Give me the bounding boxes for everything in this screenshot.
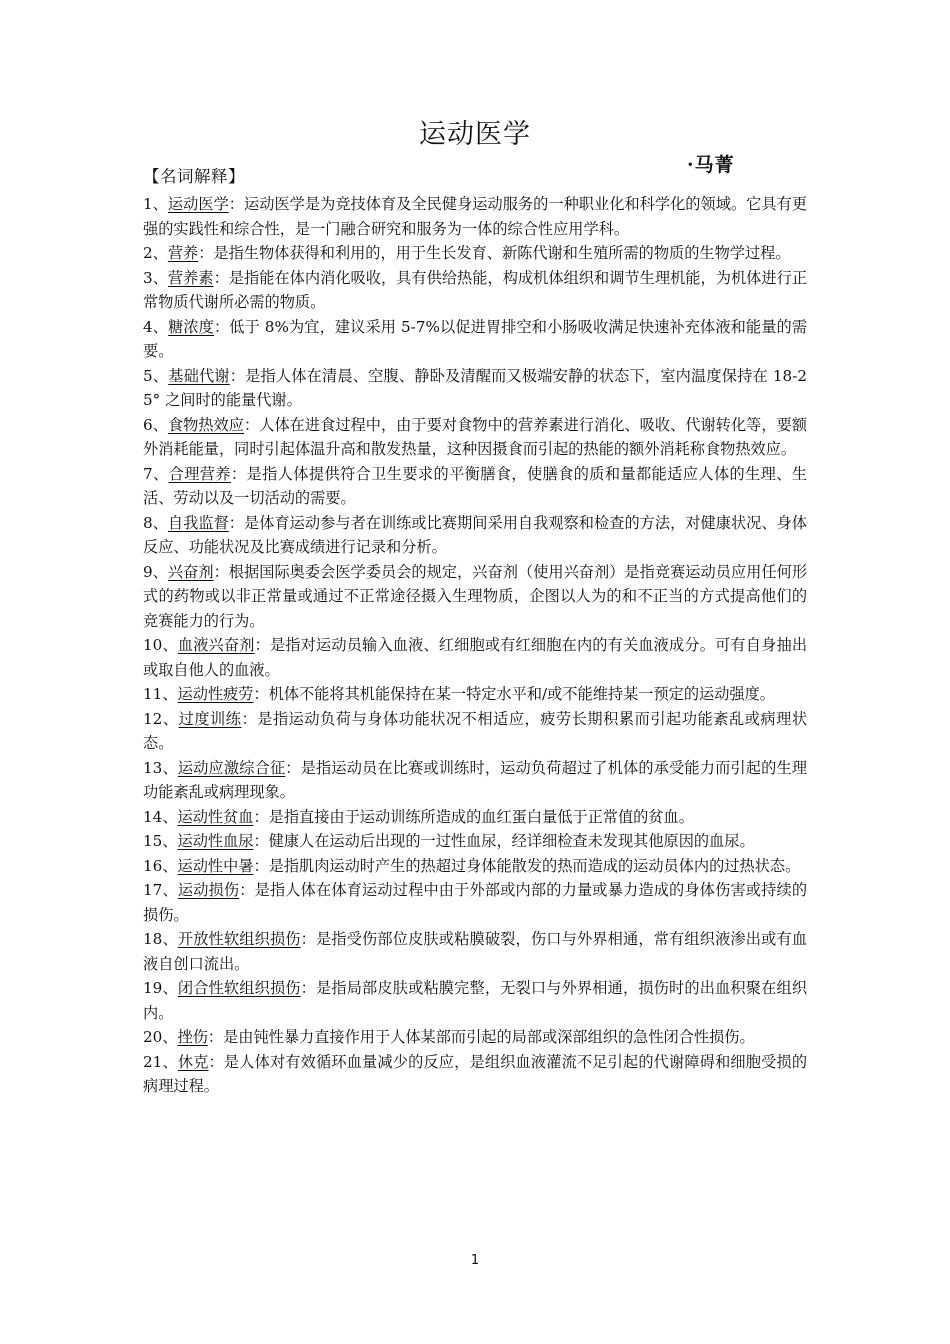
term-definition: 运动医学是为竞技体育及全民健身运动服务的一种职业化和科学化的领域。它具有更强的实践性和综合性，是一门融合研究和服务为一体的综合性应用学科。 <box>143 195 808 238</box>
term-separator: ： <box>229 366 246 385</box>
term-name: 基础代谢 <box>168 366 230 385</box>
term-entry <box>143 976 807 1025</box>
term-name: 运动应激综合征 <box>177 758 286 777</box>
term-definition: 根据国际奥委会医学委员会的规定，兴奋剂（使用兴奋剂）是指竞赛运动员应用任何形式的药物或以非正常量或通过不正常途径摄入生理物质，企图以人为的和不正当的方式提高他们的竞赛能力的行为。 <box>143 562 808 630</box>
term-definition: 是指运动负荷与身体功能状况不相适应，疲劳长期积累而引起功能紊乱或病理状态。 <box>143 709 808 752</box>
page-number: 1 <box>470 1253 480 1268</box>
term-name: 休克 <box>177 1052 209 1071</box>
term-entry <box>143 560 807 634</box>
term-name: 营养素 <box>167 268 214 287</box>
term-number: 15、 <box>143 832 178 850</box>
term-entry <box>143 413 807 462</box>
term-definition: 是指受伤部位皮肤或粘膜破裂，伤口与外界相通，常有组织液渗出或有血液自创口流出。 <box>143 930 808 973</box>
term-entry <box>143 192 807 241</box>
term-definition: 低于 8%为宜，建议采用 5-7%以促进胃排空和小肠吸收满足快速补充体液和能量的需要。 <box>143 317 808 360</box>
term-number: 20、 <box>143 1028 178 1046</box>
term-separator: ： <box>208 1052 224 1071</box>
term-definition: 是指能在体内消化吸收，具有供给热能，构成机体组织和调节生理机能，为机体进行正常物质代谢所必需的物质。 <box>143 268 808 311</box>
term-separator: ： <box>239 881 255 899</box>
term-entry <box>143 756 807 805</box>
term-entry <box>143 927 807 976</box>
term-entry <box>143 1050 807 1099</box>
term-separator: ： <box>213 268 229 287</box>
term-separator: ： <box>253 832 269 850</box>
term-number: 10、 <box>143 636 178 654</box>
term-definition: 是人体对有效循环血量减少的反应，是组织血液灌流不足引起的代谢障碍和细胞受损的病理过程。 <box>143 1052 808 1095</box>
term-number: 17、 <box>143 881 178 899</box>
term-number: 1、 <box>143 195 168 213</box>
term-name: 运动性贫血 <box>177 807 254 826</box>
term-name: 挫伤 <box>177 1028 208 1046</box>
term-entry <box>143 364 807 413</box>
term-definition: 是指人体提供符合卫生要求的平衡膳食，使膳食的质和量都能适应人体的生理、生活、劳动以及一切活动的需要。 <box>143 464 808 507</box>
term-name: 运动性中暑 <box>177 856 254 875</box>
term-number: 6、 <box>143 415 168 434</box>
term-entry <box>143 805 807 830</box>
term-entry <box>143 462 807 511</box>
term-name: 食物热效应 <box>167 415 245 434</box>
term-number: 9、 <box>143 562 168 581</box>
term-number: 4、 <box>143 317 169 336</box>
term-definition: 是体育运动参与者在训练或比赛期间采用自我观察和检查的方法，对健康状况、身体反应、功能状况及比赛成绩进行记录和分析。 <box>143 513 808 556</box>
term-separator: ： <box>230 464 247 483</box>
section-heading: 【名词解释】 <box>143 167 245 186</box>
term-name: 运动损伤 <box>177 881 240 899</box>
term-separator: ： <box>254 636 270 654</box>
term-name: 营养 <box>167 244 199 262</box>
term-separator: ： <box>244 415 260 434</box>
term-separator: ： <box>228 195 245 213</box>
term-separator: ： <box>241 709 258 728</box>
term-entry <box>143 511 807 560</box>
term-name: 闭合性软组织损伤 <box>177 979 301 997</box>
term-name: 运动医学 <box>167 195 229 213</box>
term-definition: 是指肌肉运动时产生的热超过身体能散发的热而造成的运动员体内的过热状态。 <box>268 856 801 875</box>
term-number: 13、 <box>143 758 178 777</box>
term-entry <box>143 633 807 682</box>
term-number: 2、 <box>143 244 168 262</box>
term-definition: 是指人体在体育运动过程中由于外部或内部的力量或暴力造成的身体伤害或持续的损伤。 <box>143 881 808 924</box>
term-definition: 是指运动员在比赛或训练时，运动负荷超过了机体的承受能力而引起的生理功能紊乱或病理现象。 <box>143 758 808 801</box>
term-definition: 人体在进食过程中，由于要对食物中的营养素进行消化、吸收、代谢转化等，要额外消耗能量，同时引起体温升高和散发热量，这种因摄食而引起的热能的额外消耗称食物热效应。 <box>143 415 808 458</box>
page-title: 运动医学 <box>419 119 531 150</box>
term-separator: ： <box>207 1028 224 1046</box>
term-entry <box>143 682 807 707</box>
term-definition: 机体不能将其机能保持在某一特定水平和/或不能维持某一预定的运动强度。 <box>268 685 775 703</box>
term-name: 兴奋剂 <box>167 562 214 581</box>
term-definition: 是指直接由于运动训练所造成的血红蛋白量低于正常值的贫血。 <box>268 807 694 826</box>
term-name: 开放性软组织损伤 <box>177 930 301 948</box>
term-separator: ： <box>285 758 301 777</box>
term-definition: 是指人体在清晨、空腹、静卧及清醒而又极端安静的状态下，室内温度保持在 18-25° 之间时的能量代谢。 <box>143 366 807 409</box>
term-separator: ： <box>228 513 245 532</box>
term-name: 自我监督 <box>167 513 229 532</box>
term-separator: ： <box>253 685 269 703</box>
term-entry <box>143 707 807 756</box>
term-number: 14、 <box>143 807 178 826</box>
term-number: 19、 <box>143 979 178 997</box>
term-name: 运动性疲劳 <box>177 685 254 703</box>
term-number: 12、 <box>143 709 179 728</box>
term-name: 合理营养 <box>168 464 231 483</box>
term-entry <box>143 266 807 315</box>
term-separator: ： <box>198 244 214 262</box>
term-number: 11、 <box>143 685 178 703</box>
term-entry <box>143 829 807 854</box>
term-number: 7、 <box>143 464 169 483</box>
term-definition: 是由钝性暴力直接作用于人体某部而引起的局部或深部组织的急性闭合性损伤。 <box>223 1028 755 1046</box>
term-definition: 是指局部皮肤或粘膜完整，无裂口与外界相通，损伤时的出血积聚在组织内。 <box>143 979 808 1022</box>
term-entry <box>143 1025 807 1050</box>
term-number: 5、 <box>143 366 169 385</box>
term-number: 21、 <box>143 1052 178 1071</box>
term-separator: ： <box>253 856 269 875</box>
term-separator: ： <box>213 317 230 336</box>
term-separator: ： <box>300 930 316 948</box>
term-list <box>143 192 807 1099</box>
term-definition: 健康人在运动后出现的一过性血尿，经详细检查未发现其他原因的血尿。 <box>268 832 755 850</box>
term-number: 3、 <box>143 268 168 287</box>
term-definition: 是指对运动员输入血液、红细胞或有红细胞在内的有关血液成分。可有自身抽出或取自他人的血液。 <box>143 636 808 679</box>
author-name: ·马菁 <box>687 154 735 176</box>
term-number: 8、 <box>143 513 168 532</box>
term-separator: ： <box>300 979 316 997</box>
term-definition: 是指生物体获得和利用的，用于生长发育、新陈代谢和生殖所需的物质的生物学过程。 <box>213 244 791 262</box>
term-number: 18、 <box>143 930 178 948</box>
term-entry <box>143 241 807 266</box>
term-entry <box>143 315 807 364</box>
term-separator: ： <box>253 807 269 826</box>
term-number: 16、 <box>143 856 178 875</box>
term-entry <box>143 854 807 879</box>
term-name: 糖浓度 <box>168 317 214 336</box>
term-entry <box>143 878 807 927</box>
term-name: 运动性血尿 <box>177 832 254 850</box>
term-name: 血液兴奋剂 <box>177 636 255 654</box>
term-separator: ： <box>213 562 229 581</box>
term-name: 过度训练 <box>178 709 242 728</box>
